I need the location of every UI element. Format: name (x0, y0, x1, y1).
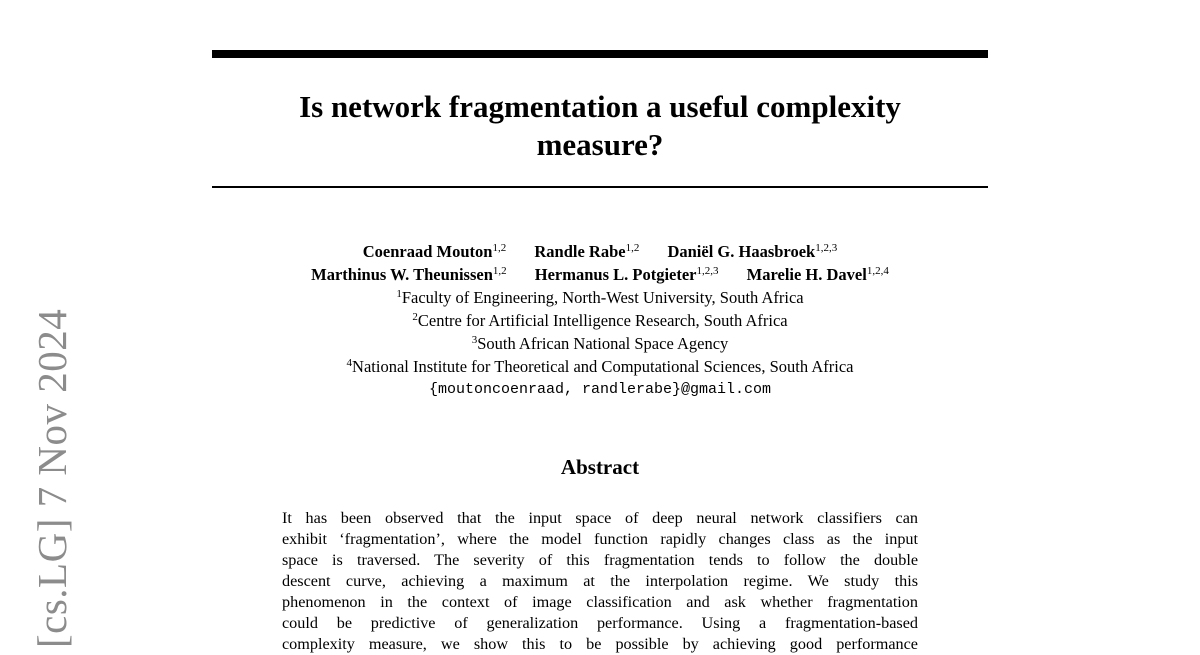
contact-email: {moutoncoenraad, randlerabe}@gmail.com (428, 381, 772, 398)
abstract-line: It has been observed that the input space of deep neural network classifiers can (282, 509, 918, 527)
abstract-body (282, 508, 918, 655)
abstract-heading: Abstract (560, 455, 640, 479)
author-name: Marthinus W. Theunissen$^{1,2}$ (311, 265, 507, 284)
title-line-2: measure? (536, 127, 664, 162)
abstract-line: exhibit ‘fragmentation’, where the model function rapidly changes class as the input (282, 530, 918, 548)
affiliation: $^3$South African National Space Agency (471, 334, 729, 353)
author-name: Hermanus L. Potgieter$^{1,2,3}$ (534, 265, 719, 284)
paper-title (212, 88, 988, 164)
abstract-line: space is traversed. The severity of this fragmentation tends to follow the double (282, 551, 918, 569)
affiliation: $^4$National Institute for Theoretical and Computational Sciences, South Africa (346, 357, 854, 376)
affiliation: $^1$Faculty of Engineering, North-West University, South Africa (396, 288, 804, 307)
title-top-rule (212, 50, 988, 58)
author-name: Randle Rabe$^{1,2}$ (534, 242, 640, 261)
author-block (212, 240, 988, 401)
author-row-2 (212, 263, 988, 286)
abstract-line: complexity measure, we show this to be possible by achieving good performance (282, 635, 918, 653)
abstract-line: phenomenon in the context of image classification and ask whether fragmentation (282, 593, 918, 611)
author-row-1 (212, 240, 988, 263)
author-name: Marelie H. Davel$^{1,2,4}$ (746, 265, 889, 284)
arxiv-sidebar-stamp: [cs.LG] 7 Nov 2024 (29, 308, 75, 648)
affiliation: $^2$Centre for Artificial Intelligence Research, South Africa (412, 311, 788, 330)
abstract-line: descent curve, achieving a maximum at the interpolation regime. We study this (282, 572, 918, 590)
title-line-1: Is network fragmentation a useful complexity (299, 89, 901, 124)
title-bottom-rule (212, 186, 988, 188)
abstract-line: could be predictive of generalization performance. Using a fragmentation-based (282, 614, 918, 632)
author-name: Daniël G. Haasbroek$^{1,2,3}$ (667, 242, 838, 261)
author-name: Coenraad Mouton$^{1,2}$ (362, 242, 507, 261)
